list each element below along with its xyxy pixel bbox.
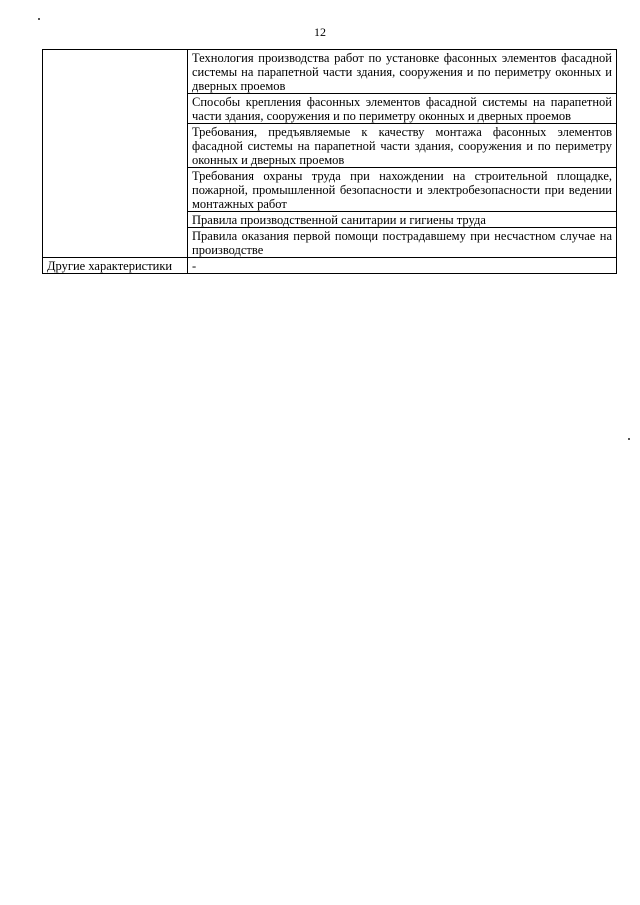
scan-speck (38, 18, 40, 20)
table-cell-knowledge-3: Требования, предъявляемые к качеству монтажа фасонных элементов фасадной системы на парапетной части здания, сооружения и по периметру оконных и дверных проемов (188, 124, 617, 168)
table-cell-knowledge-1: Технология производства работ по установке фасонных элементов фасадной системы на парапетной части здания, сооружения и по периметру оконных и дверных проемов (188, 50, 617, 94)
table-cell-knowledge-2: Способы крепления фасонных элементов фасадной системы на парапетной части здания, сооружения и по периметру оконных и дверных проемов (188, 94, 617, 124)
table-cell-knowledge-6: Правила оказания первой помощи пострадавшему при несчастном случае на производстве (188, 228, 617, 258)
other-characteristics-value: - (188, 258, 617, 274)
table-row (43, 258, 617, 274)
table-label-cell-empty (43, 50, 188, 258)
other-characteristics-label: Другие характеристики (43, 258, 188, 274)
scan-speck (628, 438, 630, 440)
table-cell-knowledge-4: Требования охраны труда при нахождении на строительной площадке, пожарной, промышленной безопасности и электробезопасности при ведении монтажных работ (188, 168, 617, 212)
page-number: 12 (314, 25, 326, 39)
table-row (43, 50, 617, 94)
requirements-table (42, 49, 617, 274)
table-cell-knowledge-5: Правила производственной санитарии и гигиены труда (188, 212, 617, 228)
